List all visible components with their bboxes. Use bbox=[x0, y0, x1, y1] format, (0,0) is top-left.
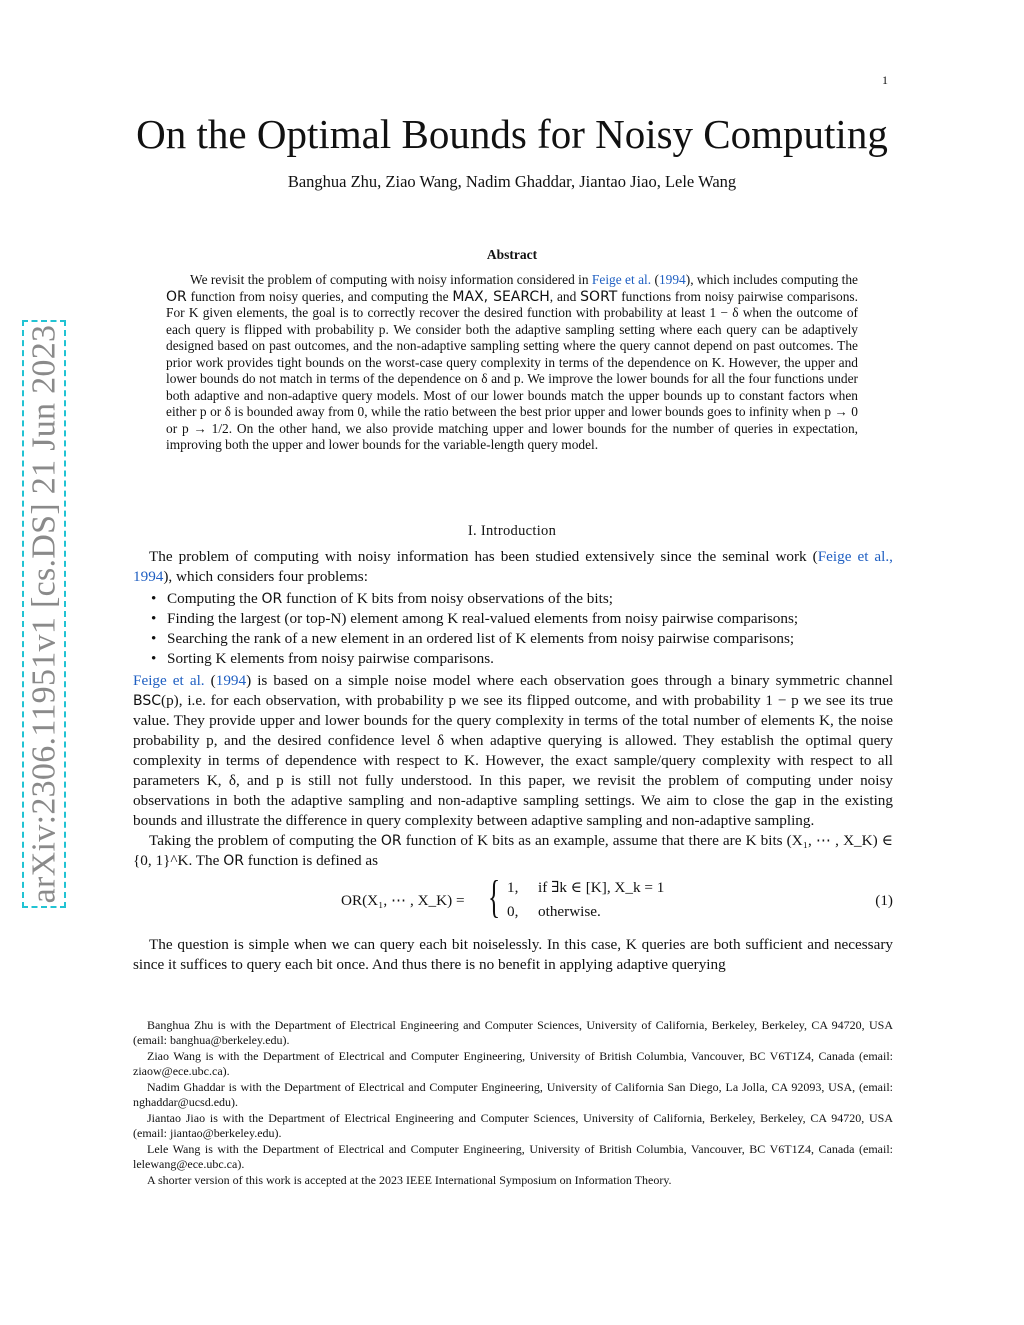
problem-list bbox=[133, 589, 893, 669]
author-footnotes bbox=[133, 1018, 893, 1190]
equation-case-1-value: 1, bbox=[507, 879, 519, 896]
intro-p1-text-a: The problem of computing with noisy information has been studied extensively since the seminal work ( bbox=[149, 548, 818, 565]
introduction-body bbox=[133, 547, 893, 975]
footnote: Lele Wang is with the Department of Electrical and Computer Engineering, University of British Columbia, Vancouver, BC V6T1Z4, Canada (email: lelewang@ece.ubc.ca). bbox=[133, 1142, 893, 1172]
citation-link[interactable]: Feige et al. bbox=[133, 672, 205, 689]
or-function-name: OR bbox=[166, 288, 187, 305]
intro-p3-text-a: Taking the problem of computing the bbox=[149, 832, 381, 849]
author-list: Banghua Zhu, Ziao Wang, Nadim Ghaddar, Jiantao Jiao, Lele Wang bbox=[287, 172, 737, 191]
abstract-body: We revisit the problem of computing with noisy information considered in Feige et al. (1994), which includes computing the OR function from noisy queries, and computing the MAX, SEARCH, and SORT functions from noisy pairwise comparisons. For K given elements, the goal is to correctly recover the desired function with probability at least 1 − δ when the outcome of each query is flipped with probability p. We consider both the adaptive sampling setting where each query can be adaptively designed based on past outcomes, and the non-adaptive sampling setting where the query cannot depend on past outcomes. The prior work provides tight bounds on the worst-case query complexity in terms of the dependence on K. However, the upper and lower bounds do not match in terms of the dependence on δ and p. We improve the lower bounds for all the four functions under both adaptive and non-adaptive query models. Most of our lower bounds match the upper bounds up to constant factors when either p or δ is bounded away from 0, while the ratio between the best prior upper and lower bounds goes to infinity when p → 0 or p → 1/2. On the other hand, we also provide matching upper and lower bounds for the number of queries in expectation, improving both the upper and lower bounds for the variable-length query model. bbox=[166, 272, 858, 452]
abstract-heading: Abstract bbox=[486, 247, 538, 262]
equation-case-1-condition: if ∃k ∈ [K], X_k = 1 bbox=[538, 879, 665, 896]
intro-p1-text-b: ), which considers four problems: bbox=[163, 568, 368, 585]
list-item bbox=[167, 609, 893, 629]
intro-p3-text-b: function of K bits as an example, assume that there are K bits (X₁, ⋯ , X_K) ∈ {0, 1}^K. The bbox=[133, 832, 893, 869]
citation-year-link[interactable]: 1994 bbox=[215, 672, 247, 689]
sort-function-name: SORT bbox=[580, 288, 618, 305]
footnote: Banghua Zhu is with the Department of Electrical Engineering and Computer Sciences, University of California, Berkeley, Berkeley, CA 94720, USA (email: banghua@berkeley.edu). bbox=[133, 1018, 893, 1047]
list-item-function-name: OR bbox=[261, 591, 283, 607]
footnote: Jiantao Jiao is with the Department of Electrical Engineering and Computer Sciences, University of California, Berkeley, Berkeley, CA 94720, USA (email: jiantao@berkeley.edu). bbox=[133, 1111, 893, 1141]
equation-1 bbox=[133, 871, 893, 925]
list-item-text: Finding the largest (or top-N) element among K real-valued elements from noisy pairwise comparisons; bbox=[167, 610, 799, 627]
equation-number: (1) bbox=[875, 892, 893, 909]
citation-year-link[interactable]: 1994 bbox=[658, 272, 686, 287]
abstract-text-2: , which includes computing the bbox=[690, 272, 858, 287]
abstract-text-5: functions from noisy pairwise comparisons. For K given elements, the goal is to correctly recover the desired function with probability at least 1 − δ when the outcome of each query is flipped with probability p. We consider both the adaptive sampling setting where each query can be adaptively designed based on past outcomes, and the non-adaptive sampling setting where the query cannot depend on past outcomes. The prior work provides tight bounds on the worst-case query complexity in terms of the dependence on K. However, the upper and lower bounds do not match in terms of the dependence on δ and p. We improve the lower bounds for all the four functions under both adaptive and non-adaptive query models. Most of our lower bounds match the upper bounds up to constant factors when either p or δ is bounded away from 0, while the ratio between the best prior upper and lower bounds goes to infinity when p → 0 or p → 1/2. On the other hand, we also provide matching upper and lower bounds for the number of queries in expectation, improving both the upper and lower bounds for the variable-length query model. bbox=[166, 288, 858, 452]
max-search-function-names: MAX, SEARCH bbox=[452, 288, 550, 305]
list-item-text: Sorting K elements from noisy pairwise comparisons. bbox=[167, 650, 494, 667]
bsc-channel-name: BSC bbox=[133, 693, 162, 709]
intro-paragraph-3 bbox=[133, 831, 893, 871]
or-function-name: OR bbox=[380, 833, 402, 849]
citation-link[interactable]: Feige et al. bbox=[591, 272, 652, 287]
abstract-text-4: , and bbox=[549, 288, 581, 304]
list-item bbox=[167, 629, 893, 649]
footnote: Ziao Wang is with the Department of Electrical and Computer Engineering, University of British Columbia, Vancouver, BC V6T1Z4, Canada (email: ziaow@ece.ubc.ca). bbox=[133, 1049, 893, 1078]
intro-p3-text-c: function is defined as bbox=[243, 852, 379, 869]
equation-lhs: OR(X₁, ⋯ , X_K) = bbox=[341, 892, 465, 909]
page-number: 1 bbox=[882, 73, 888, 87]
section-heading-introduction: I. Introduction bbox=[467, 523, 557, 539]
intro-p2-text-b: (p), i.e. for each observation, with probability p we see its flipped outcome, and with probability 1 − p we see its true value. They provide upper and lower bounds for the query complexity in terms of the total number of elements K, the noise probability p, and the desired confidence level δ when adaptive querying is allowed. They establish the optimal query complexity in terms of dependence with respect to K. However, the exact sample/query complexity with respect to all parameters K, δ, and p is still not fully understood. In this paper, we revisit the problem of computing under noisy observations in both the adaptive sampling and non-adaptive sampling settings. We aim to close the gap in the existing bounds and illustrate the difference in query complexity between adaptive sampling and non-adaptive sampling. bbox=[133, 692, 893, 829]
footnote: Nadim Ghaddar is with the Department of Electrical and Computer Engineering, University of California San Diego, La Jolla, CA 92093, USA, (email: nghaddar@ucsd.edu). bbox=[133, 1080, 893, 1109]
list-item bbox=[167, 649, 893, 669]
list-item-text: Computing the bbox=[167, 590, 262, 607]
equation-brace: { bbox=[488, 871, 501, 922]
equation-case-2-value: 0, bbox=[507, 903, 519, 920]
intro-paragraph-2: Feige et al. (1994) is based on a simple noise model where each observation goes through a binary symmetric channel BSC(p), i.e. for each observation, with probability p we see its flipped outcome, and with probability 1 − p we see its true value. They provide upper and lower bounds for the query complexity in terms of the total number of elements K, the noise probability p, and the desired confidence level δ when adaptive querying is allowed. They establish the optimal query complexity in terms of dependence with respect to K. However, the exact sample/query complexity with respect to all parameters K, δ, and p is still not fully understood. In this paper, we revisit the problem of computing under noisy observations in both the adaptive sampling and non-adaptive sampling settings. We aim to close the gap in the existing bounds and illustrate the difference in query complexity between adaptive sampling and non-adaptive sampling. bbox=[133, 672, 894, 829]
arxiv-stamp-text: arXiv:2306.11951v1 [cs.DS] 21 Jun 2023 bbox=[25, 324, 63, 904]
list-item bbox=[167, 589, 893, 609]
intro-p2-text-a: is based on a simple noise model where each observation goes through a binary symmetric channel bbox=[251, 672, 894, 689]
list-item-text: function of K bits from noisy observations of the bits; bbox=[282, 590, 613, 607]
paper-title: On the Optimal Bounds for Noisy Computing bbox=[136, 111, 888, 157]
intro-paragraph-1 bbox=[133, 547, 893, 587]
abstract-text-1: We revisit the problem of computing with noisy information considered in bbox=[190, 272, 592, 287]
list-item-text: Searching the rank of a new element in an ordered list of K elements from noisy pairwise comparisons; bbox=[167, 630, 795, 647]
arxiv-stamp-link[interactable] bbox=[22, 320, 66, 908]
equation-case-2-condition: otherwise. bbox=[538, 903, 601, 920]
abstract-text-3: function from noisy queries, and computing the bbox=[186, 288, 453, 304]
footnote: A shorter version of this work is accepted at the 2023 IEEE International Symposium on Information Theory. bbox=[147, 1173, 672, 1188]
intro-paragraph-4: The question is simple when we can query each bit noiselessly. In this case, K queries are both sufficient and necessary since it suffices to query each bit once. And thus there is no benefit in applying adaptive querying bbox=[133, 936, 893, 973]
or-function-name: OR bbox=[223, 853, 244, 869]
citation-link[interactable]: Feige et al., 1994 bbox=[133, 548, 893, 585]
